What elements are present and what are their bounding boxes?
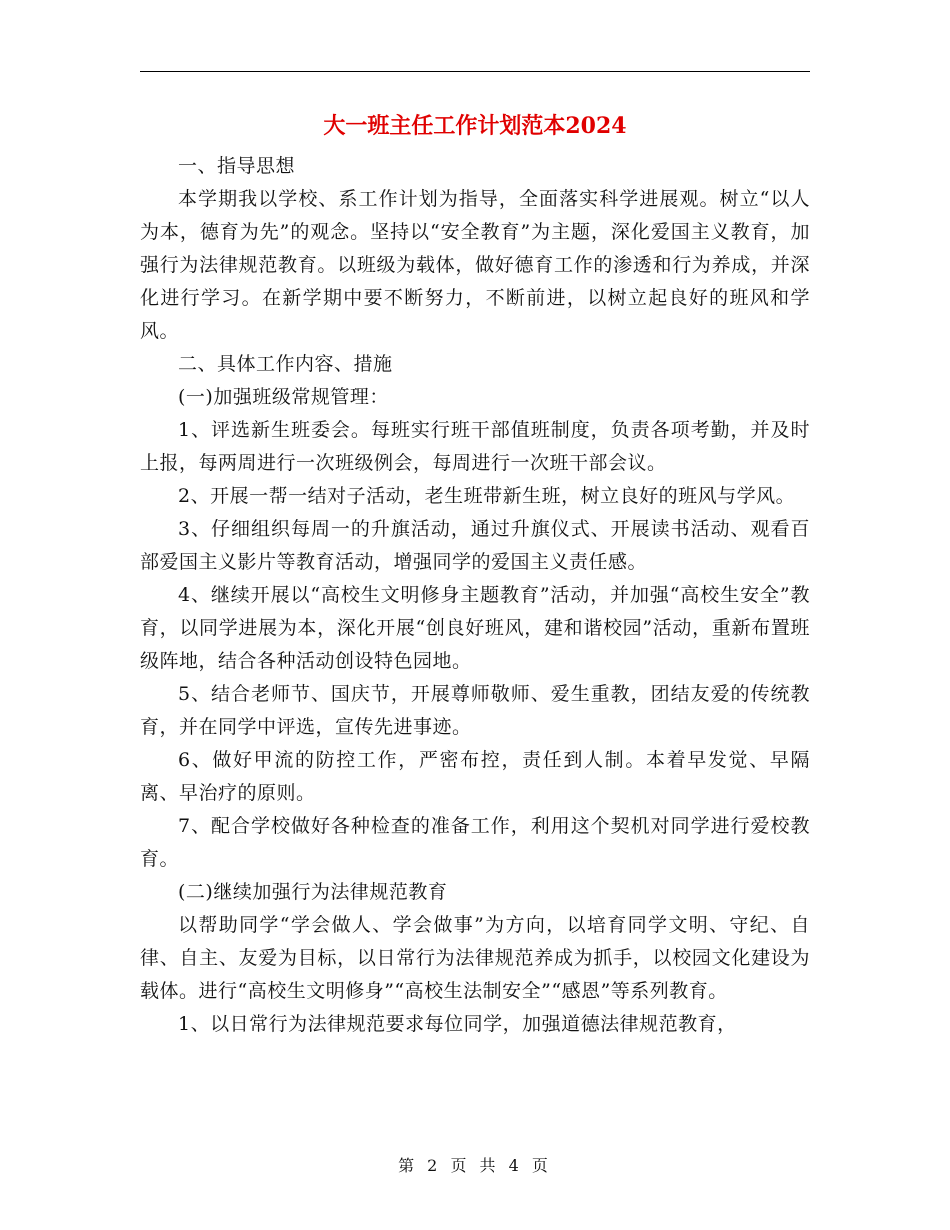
paragraph: 以帮助同学“学会做人、学会做事”为方向，以培育同学文明、守纪、自律、自主、友爱为目标，以日常行为法律规范养成为抓手，以校园文化建设为载体。进行“高校生文明修身”“高校生法制安全”“感恩”等系列教育。: [140, 914, 810, 1002]
section-heading: 二、具体工作内容、措施: [178, 353, 393, 375]
paragraph: 4、继续开展以“高校生文明修身主题教育”活动，并加强“高校生安全”教育，以同学进展为本，深化开展“创良好班风，建和谐校园”活动，重新布置班级阵地，结合各种活动创设特色园地。: [140, 584, 810, 672]
paragraph: 2、开展一帮一结对子活动，老生班带新生班，树立良好的班风与学风。: [178, 485, 796, 507]
paragraph: 本学期我以学校、系工作计划为指导，全面落实科学进展观。树立“以人为本，德育为先”的观念。坚持以“安全教育”为主题，深化爱国主义教育，加强行为法律规范教育。以班级为载体，做好德育工作的渗透和行为养成，并深化进行学习。在新学期中要不断努力，不断前进，以树立起良好的班风和学风。: [140, 188, 810, 342]
subsection-heading: (二)继续加强行为法律规范教育: [178, 881, 448, 903]
paragraph: 3、仔细组织每周一的升旗活动，通过升旗仪式、开展读书活动、观看百部爱国主义影片等教育活动，增强同学的爱国主义责任感。: [140, 518, 810, 573]
document-title: 大一班主任工作计划范本2024: [323, 113, 627, 139]
document-body: [140, 150, 810, 1041]
page-number-footer: 第 2 页 共 4 页: [398, 1156, 552, 1175]
paragraph: 1、评选新生班委会。每班实行班干部值班制度，负责各项考勤，并及时上报，每两周进行一次班级例会，每周进行一次班干部会议。: [140, 419, 810, 474]
section-heading: 一、指导思想: [178, 155, 296, 177]
paragraph: 7、配合学校做好各种检查的准备工作，利用这个契机对同学进行爱校教育。: [140, 815, 810, 870]
header-rule: [140, 71, 810, 72]
paragraph: 1、以日常行为法律规范要求每位同学，加强道德法律规范教育，: [178, 1013, 737, 1035]
subsection-heading: (一)加强班级常规管理：: [178, 386, 389, 408]
paragraph: 6、做好甲流的防控工作，严密布控，责任到人制。本着早发觉、早隔离、早治疗的原则。: [140, 749, 810, 804]
paragraph: 5、结合老师节、国庆节，开展尊师敬师、爱生重教，团结友爱的传统教育，并在同学中评选，宣传先进事迹。: [140, 683, 810, 738]
